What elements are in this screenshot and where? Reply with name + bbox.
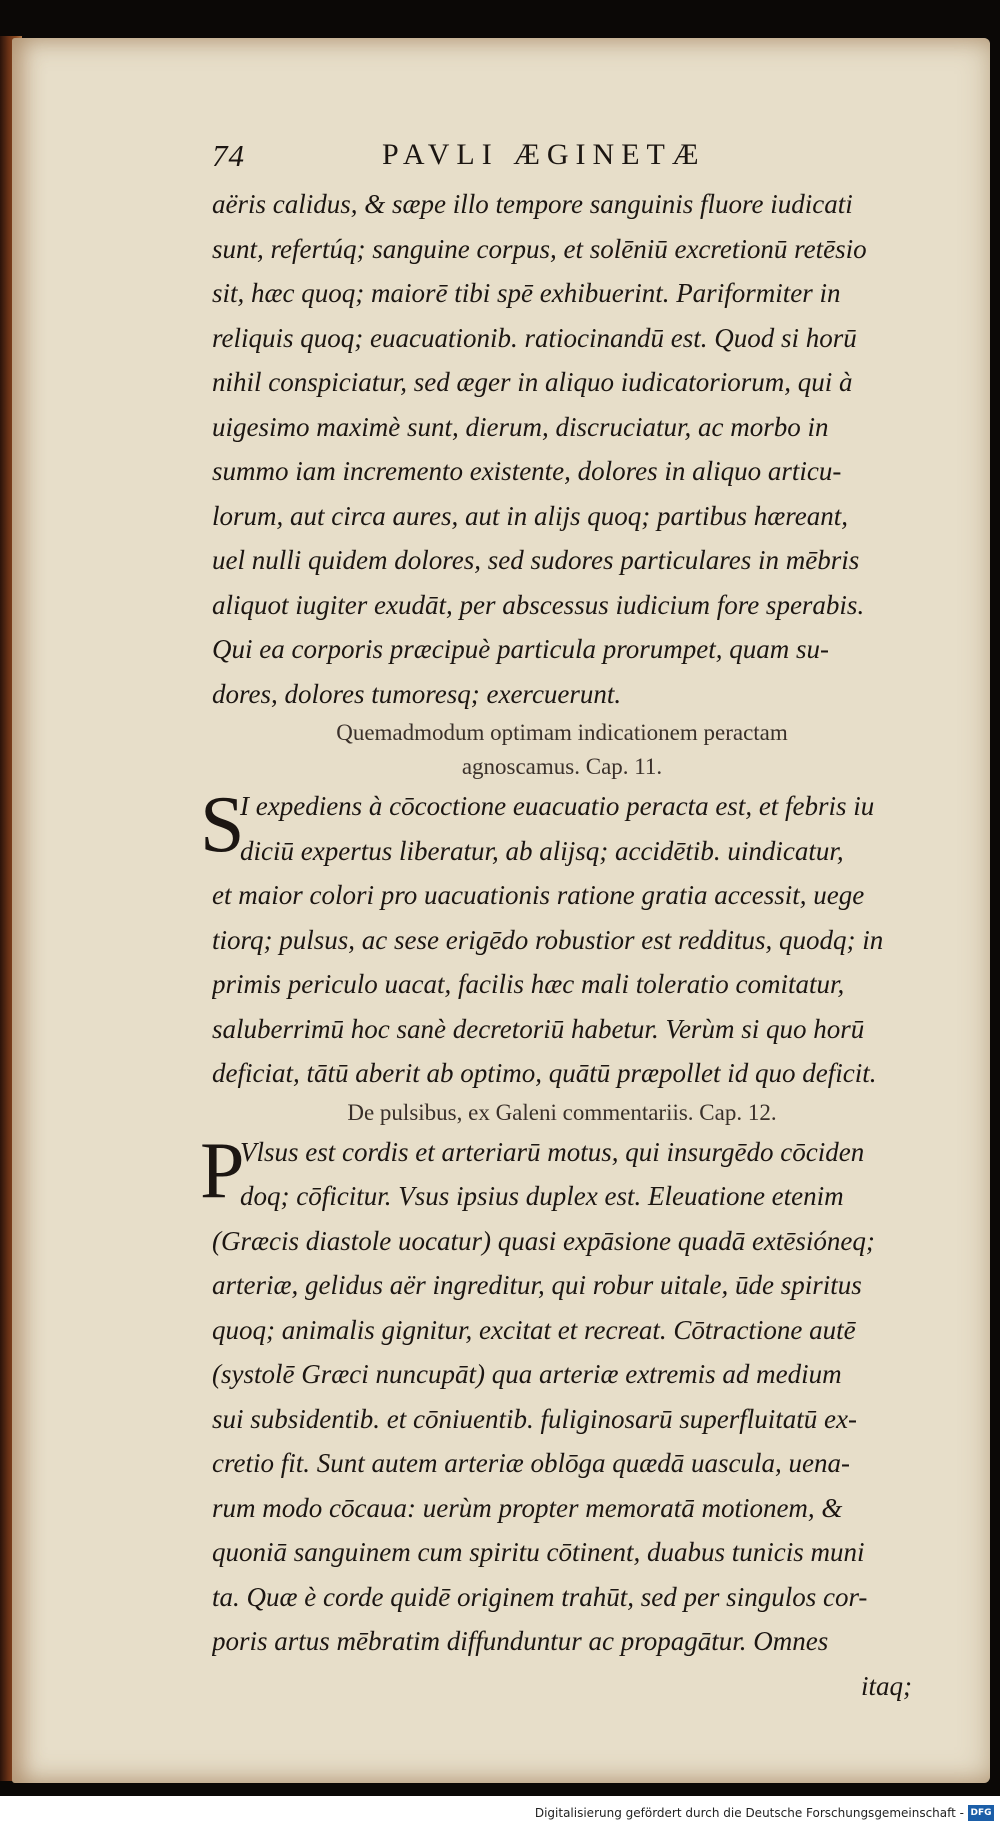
chapter-heading: Quemadmodum optimam indicationem peractam — [336, 720, 788, 745]
text-line: quoniā sanguinem cum spiritu cōtinent, duabus tunicis muni — [212, 1537, 865, 1567]
paragraph-continued — [212, 182, 912, 716]
text-line: nihil conspiciatur, sed æger in aliquo iudicatoriorum, qui à — [212, 367, 853, 397]
text-line: sunt, refertúq; sanguine corpus, et solēniū excretionū retēsio — [212, 233, 867, 264]
chapter-heading: agnoscamus. Cap. 11. — [461, 754, 663, 779]
text-line: diciū expertus liberatur, ab alijsq; accidētib. uindicatur, — [240, 835, 844, 866]
text-line: ta. Quæ è corde quidē originem trahūt, sed per singulos cor- — [212, 1581, 868, 1612]
text-line: saluberrimū hoc sanè decretoriū habetur. Verùm si quo horū — [212, 1013, 865, 1044]
text-line: primis periculo uacat, facilis hæc mali toleratio comitatur, — [212, 969, 845, 999]
text-line: deficiat, tātū aberit ab optimo, quātū præpollet id quo deficit. — [212, 1058, 877, 1088]
text-line: dores, dolores tumoresq; exercuerunt. — [212, 678, 622, 709]
text-line: poris artus mēbratim diffunduntur ac propagātur. Omnes — [212, 1626, 829, 1656]
text-line: uel nulli quidem dolores, sed sudores particulares in mēbris — [212, 545, 860, 575]
text-line: quoq; animalis gignitur, excitat et recreat. Cōtractione autē — [212, 1314, 856, 1345]
text-line: aëris calidus, & sæpe illo tempore sanguinis fluore iudicati — [212, 189, 853, 219]
chapter-body — [200, 1126, 912, 1709]
page-number: 74 — [212, 138, 245, 173]
text-line: et maior colori pro uacuationis ratione gratia accessit, uege — [212, 880, 865, 910]
text-line: lorum, aut circa aures, aut in alijs quoq; partibus hæreant, — [212, 500, 849, 531]
text-line: aliquot iugiter exudāt, per abscessus iudicium fore sperabis. — [212, 589, 865, 620]
chapter-11 — [200, 716, 912, 1096]
running-head — [212, 138, 912, 182]
chapter-heading: De pulsibus, ex Galeni commentariis. Cap. 12. — [347, 1099, 777, 1125]
text-line: I expediens à cōcoctione euacuatio peracta est, et febris iu — [240, 791, 875, 821]
page-text-block — [200, 138, 912, 1708]
text-line: tiorq; pulsus, ac sese erigēdo robustior est redditus, quodq; in — [212, 924, 884, 955]
catchword: itaq; — [861, 1670, 912, 1701]
chapter-body — [200, 781, 912, 1096]
text-line: cretio fit. Sunt autem arteriæ oblōga quædā uascula, uena- — [212, 1448, 850, 1478]
chapter-12 — [200, 1096, 912, 1709]
drop-cap-initial: P — [200, 1126, 245, 1215]
text-line: arteriæ, gelidus aër ingreditur, qui robur uitale, ūde spiritus — [212, 1270, 862, 1300]
text-line: summo iam incremento existente, dolores in aliquo articu- — [212, 456, 842, 486]
text-line: uigesimo maximè sunt, dierum, discruciatur, ac morbo in — [212, 411, 829, 442]
digitization-footer — [0, 1796, 1000, 1826]
running-title: PAVLI ÆGINETÆ — [382, 138, 706, 171]
text-line: (Græcis diastole uocatur) quasi expāsione quadā extēsióneq; — [212, 1225, 875, 1256]
text-line: Vlsus est cordis et arteriarū motus, qui insurgēdo cōciden — [240, 1136, 865, 1167]
text-line: doq; cōficitur. Vsus ipsius duplex est. Eleuatione etenim — [240, 1181, 844, 1211]
text-line: rum modo cōcaua: uerùm propter memoratā motionem, & — [212, 1492, 843, 1523]
text-line: Qui ea corporis præcipuè particula prorumpet, quam su- — [212, 634, 829, 664]
text-line: sit, hæc quoq; maiorē tibi spē exhibuerint. Pariformiter in — [212, 278, 841, 308]
text-line: (systolē Græci nuncupāt) qua arteriæ extremis ad medium — [212, 1359, 842, 1389]
drop-cap-initial: S — [200, 781, 245, 869]
funding-credit: Digitalisierung gefördert durch die Deutsche Forschungsgemeinschaft - — [534, 1806, 964, 1820]
text-line: reliquis quoq; euacuationib. ratiocinandū est. Quod si horū — [212, 322, 857, 353]
text-line: sui subsidentib. et cōniuentib. fuliginosarū superfluitatū ex- — [212, 1403, 857, 1434]
dfg-logo-icon: DFG — [968, 1805, 994, 1821]
